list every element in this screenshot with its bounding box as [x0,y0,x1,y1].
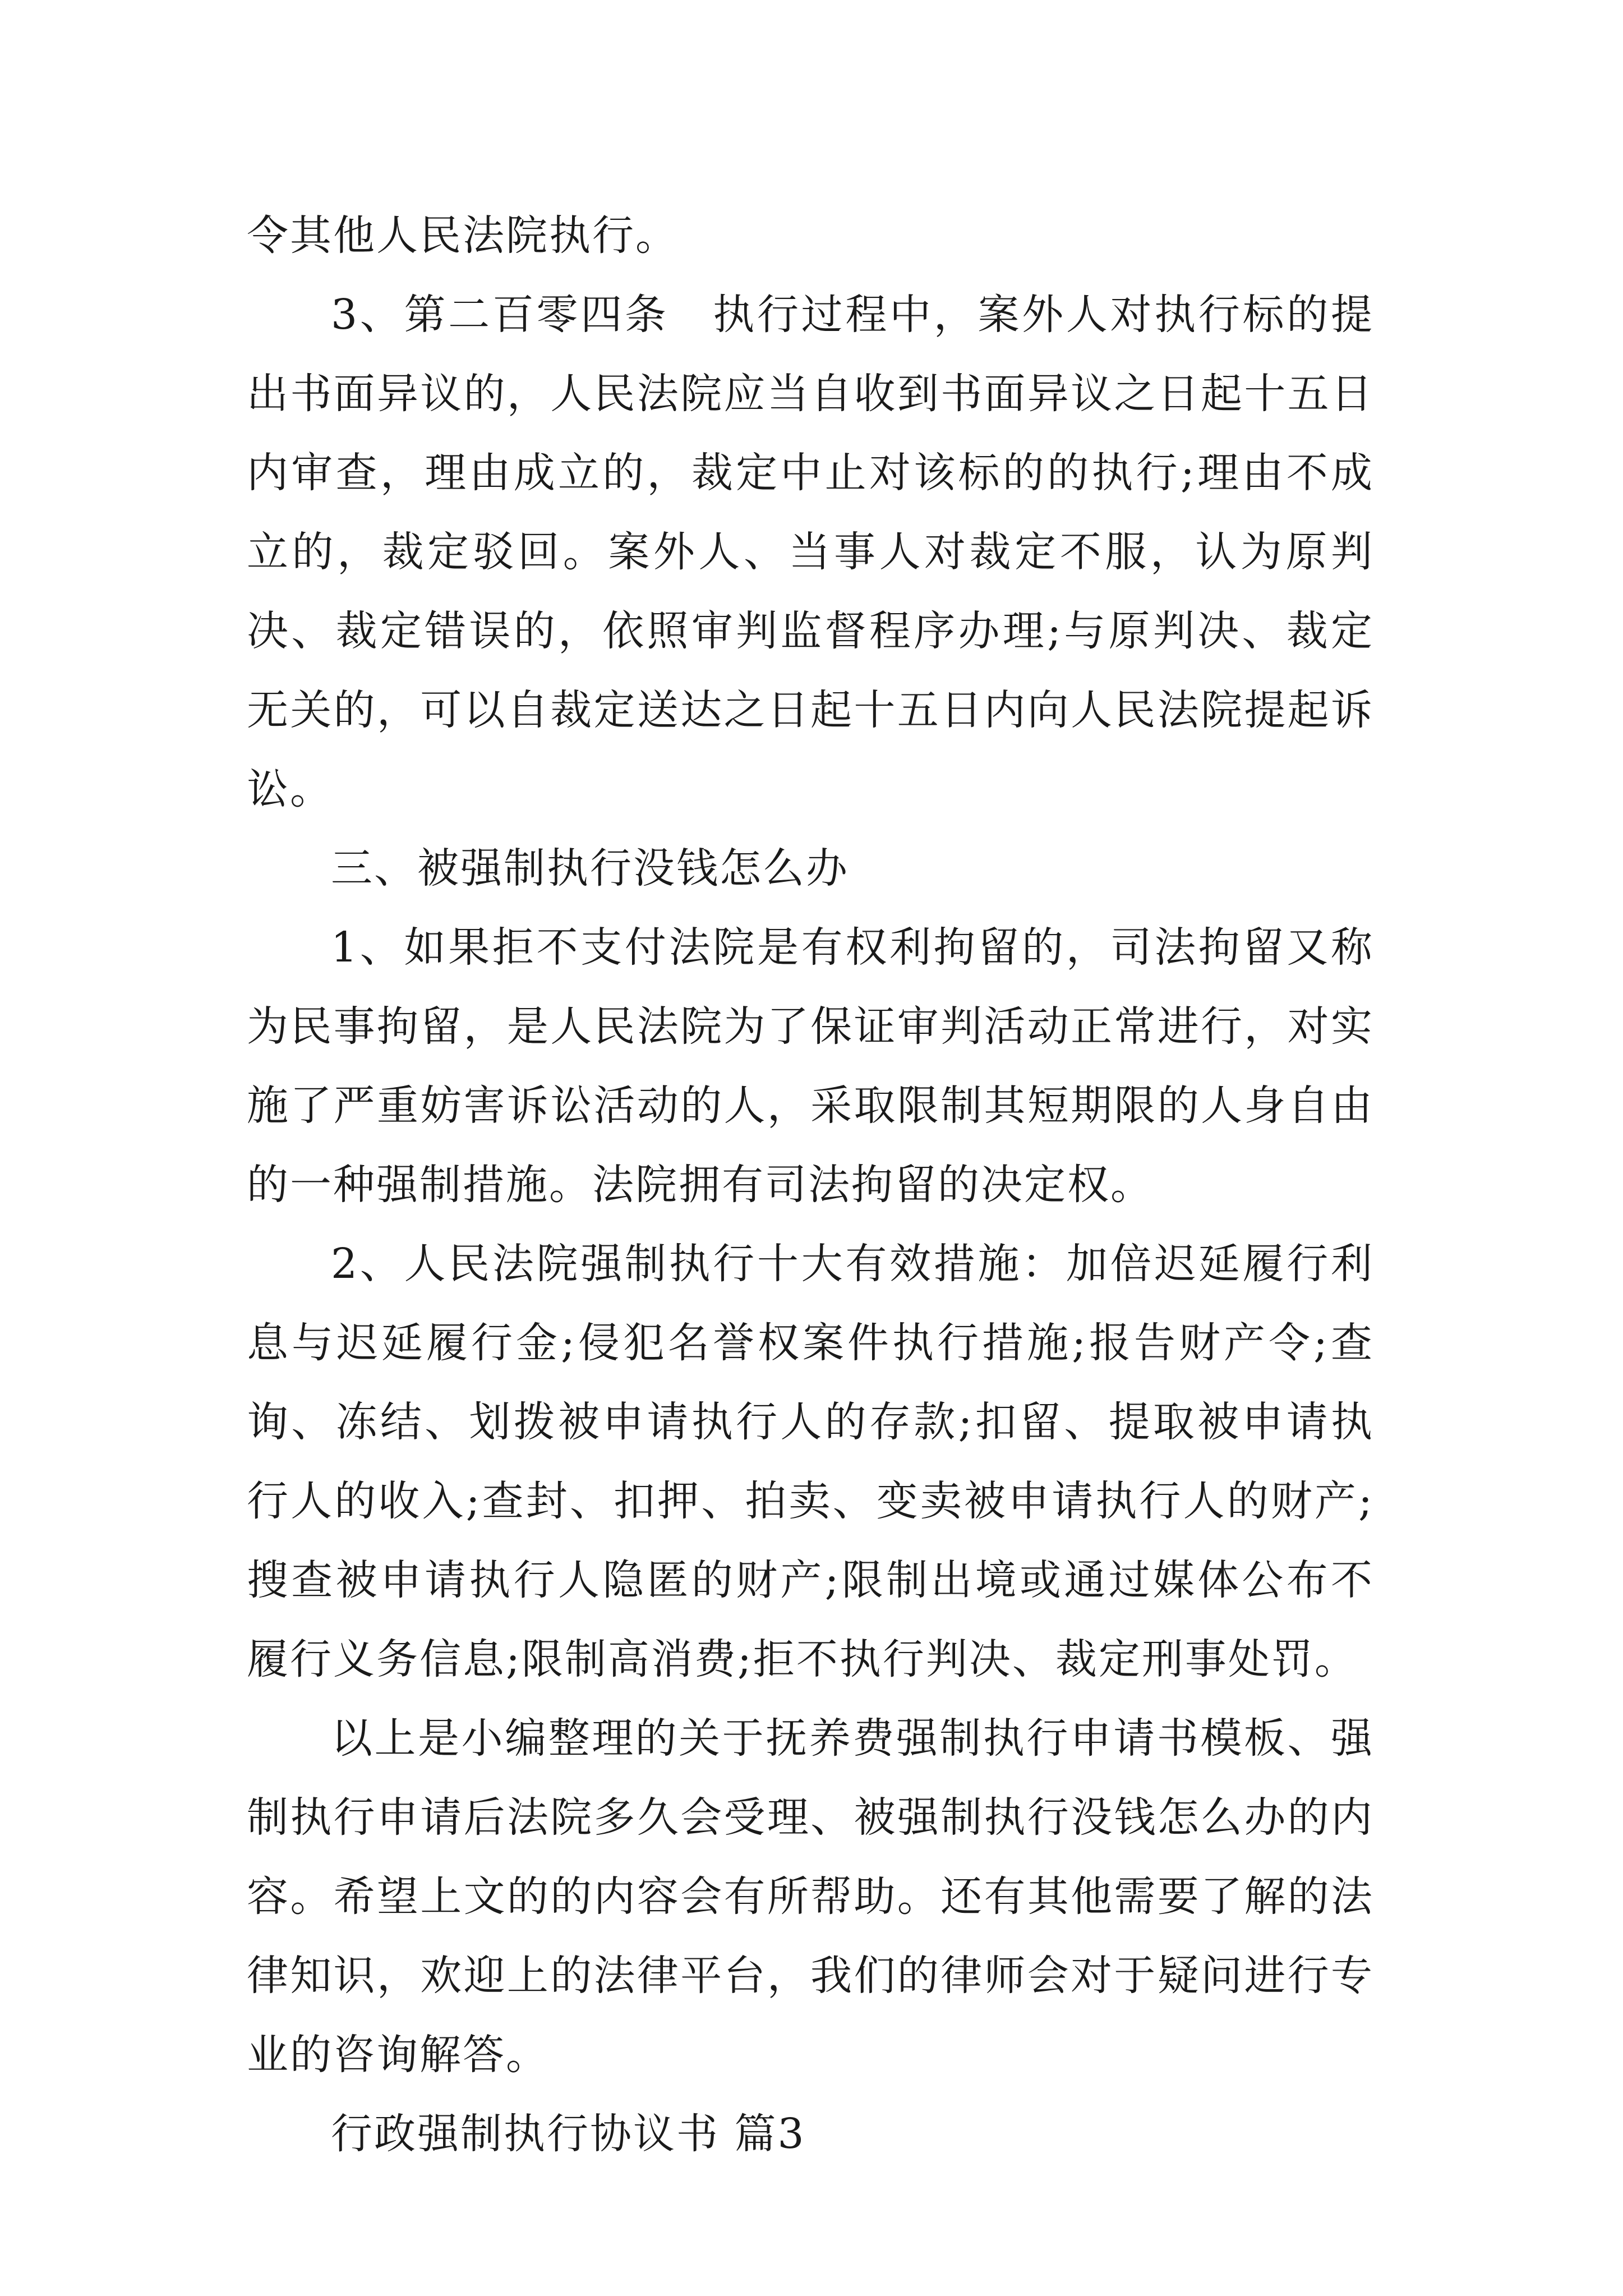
section-heading: 三、被强制执行没钱怎么办 [331,844,849,892]
paragraph-continuation: 令其他人民法院执行。 [247,211,679,260]
paragraph-judicial-detention: 1、如果拒不支付法院是有权利拘留的，司法拘留又称为民事拘留，是人民法院为了保证审判活动正常进行，对实施了严重妨害诉讼活动的人，采取限制其短期限的人身自由的一种强制措施。法院拥有司法拘留的决定权。 [247,923,1374,1209]
paragraph-summary: 以上是小编整理的关于抚养费强制执行申请书模板、强制执行申请后法院多久会受理、被强制执行没钱怎么办的内容。希望上文的的内容会有所帮助。还有其他需要了解的法律知识，欢迎上的法律平台，我们的律师会对于疑问进行专业的咨询解答。 [247,1714,1374,2079]
next-section-title: 行政强制执行协议书 篇3 [331,2110,806,2158]
paragraph-enforcement-measures: 2、人民法院强制执行十大有效措施：加倍迟延履行利息与迟延履行金;侵犯名誉权案件执行措施;报告财产令;查询、冻结、划拨被申请执行人的存款;扣留、提取被申请执行人的收入;查封、扣押、拍卖、变卖被申请执行人的财产;搜查被申请执行人隐匿的财产;限制出境或通过媒体公布不履行义务信息;限制高消费;拒不执行判决、裁定刑事处罚。 [247,1240,1374,1683]
document-body [247,196,1374,2174]
paragraph-article-204: 3、第二百零四条 执行过程中，案外人对执行标的提出书面异议的，人民法院应当自收到书面异议之日起十五日内审查，理由成立的，裁定中止对该标的的执行;理由不成立的，裁定驳回。案外人、当事人对裁定不服，认为原判决、裁定错误的，依照审判监督程序办理;与原判决、裁定无关的，可以自裁定送达之日起十五日内向人民法院提起诉讼。 [247,291,1374,813]
